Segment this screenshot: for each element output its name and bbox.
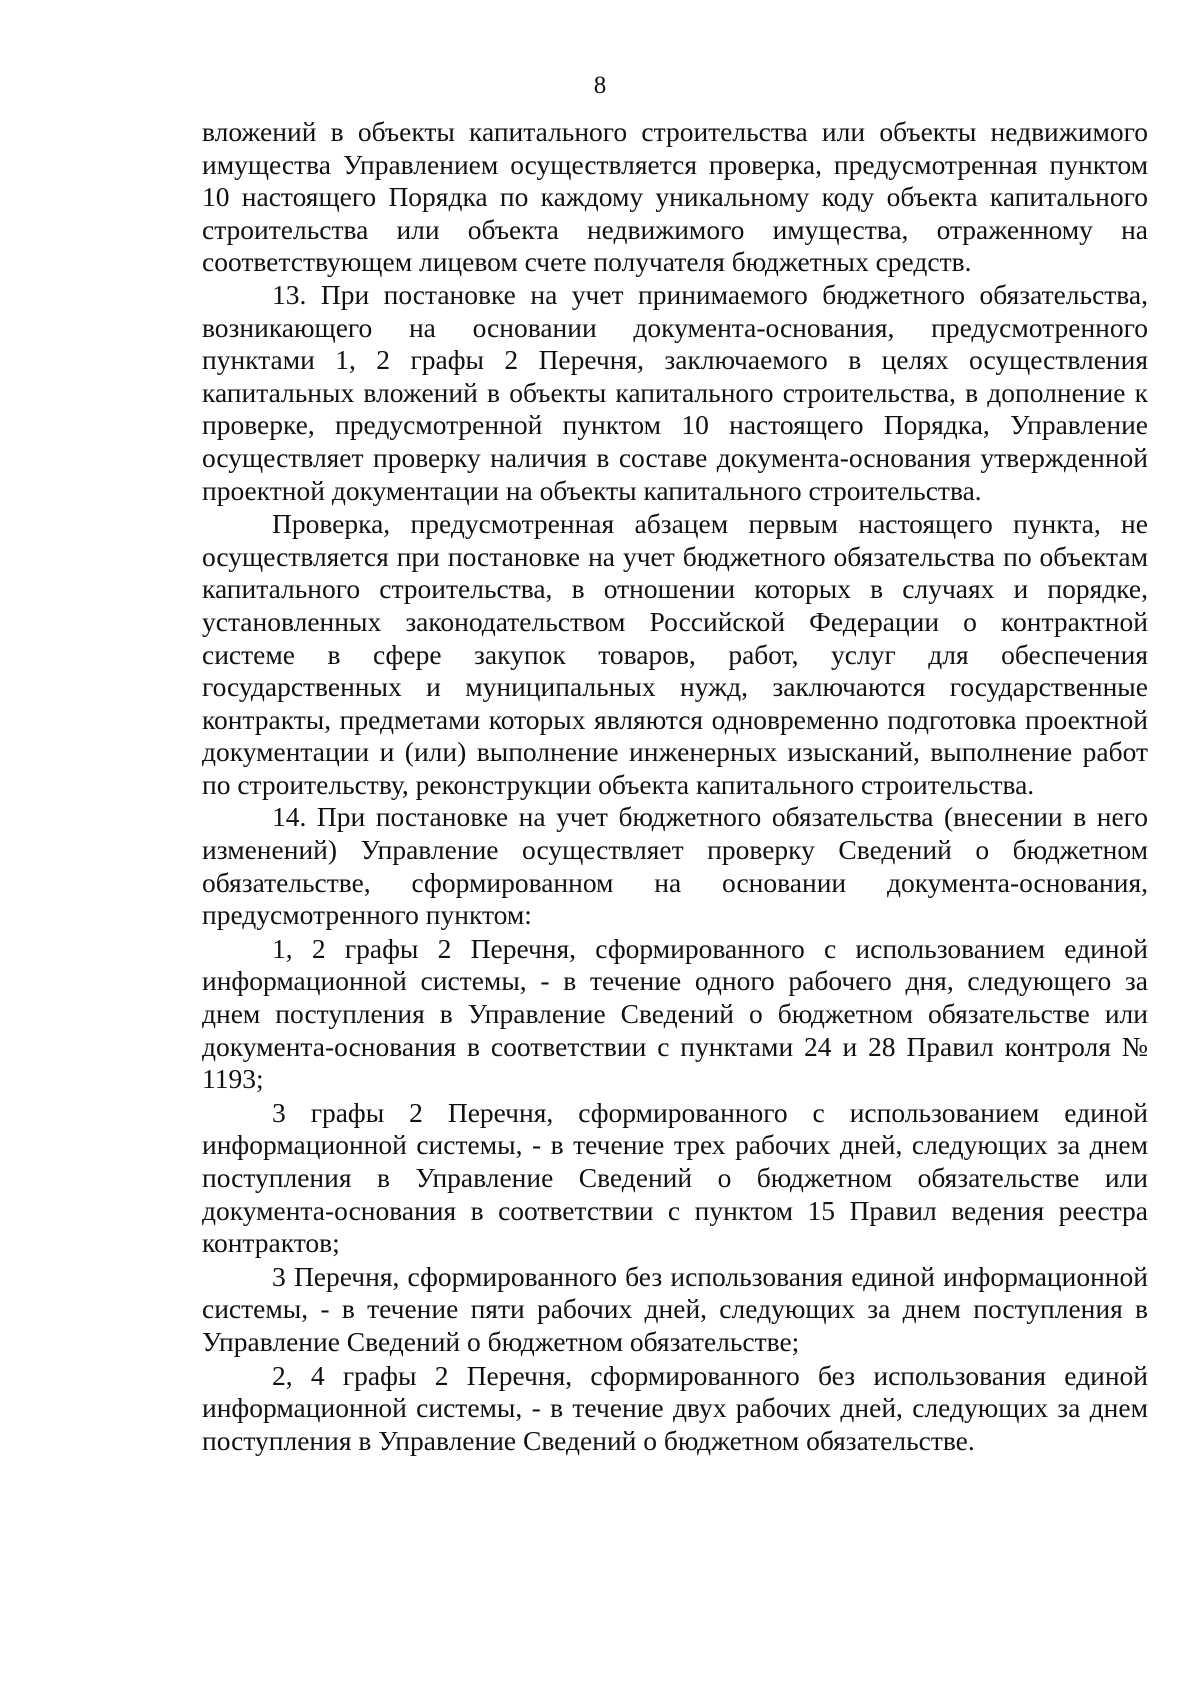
paragraph-item-14: 14. При постановке на учет бюджетного обязательства (внесении в него изменений) Управление осуществляет проверку Сведений о бюджетном обязательстве, сформированном на основании документа-основания, предусмотренного пунктом:: [202, 801, 1148, 931]
paragraph-item-14-sub-4: 2, 4 графы 2 Перечня, сформированного без использования единой информационной системы, - в течение двух рабочих дней, следующих за днем поступления в Управление Сведений о бюджетном обязательстве.: [202, 1359, 1148, 1456]
paragraph-item-14-sub-1: 1, 2 графы 2 Перечня, сформированного с использованием единой информационной системы, - в течение одного рабочего дня, следующего за днем поступления в Управление Сведений о бюджетном обязательстве или документа-основания в соответствии с пунктами 24 и 28 Правил контроля № 1193;: [202, 932, 1148, 1095]
paragraph-item-14-sub-3: 3 Перечня, сформированного без использования единой информационной системы, - в течение пяти рабочих дней, следующих за днем поступления в Управление Сведений о бюджетном обязательстве;: [202, 1260, 1148, 1357]
page-number: 8: [593, 72, 607, 99]
paragraph-item-13: 13. При постановке на учет принимаемого бюджетного обязательства, возникающего на основании документа-основания, предусмотренного пунктами 1, 2 графы 2 Перечня, заключаемого в целях осуществления капитальных вложений в объекты капитального строительства, в дополнение к проверке, предусмотренной пунктом 10 настоящего Порядка, Управление осуществляет проверку наличия в составе документа-основания утвержденной проектной документации на объекты капитального строительства.: [202, 278, 1148, 506]
paragraph-continuation: вложений в объекты капитального строительства или объекты недвижимого имущества Управлением осуществляется проверка, предусмотренная пунктом 10 настоящего Порядка по каждому уникальному коду объекта капитального строительства или объекта недвижимого имущества, отраженному на соответствующем лицевом счете получателя бюджетных средств.: [202, 116, 1148, 278]
paragraph-item-14-sub-2: 3 графы 2 Перечня, сформированного с использованием единой информационной системы, - в течение трех рабочих дней, следующих за днем поступления в Управление Сведений о бюджетном обязательстве или документа-основания в соответствии с пунктом 15 Правил ведения реестра контрактов;: [202, 1096, 1148, 1259]
paragraph-item-13-check: Проверка, предусмотренная абзацем первым настоящего пункта, не осуществляется при постановке на учет бюджетного обязательства по объектам капитального строительства, в отношении которых в случаях и порядке, установленных законодательством Российской Федерации о контрактной системе в сфере закупок товаров, работ, услуг для обеспечения государственных и муниципальных нужд, заключаются государственные контракты, предметами которых являются одновременно подготовка проектной документации и (или) выполнение инженерных изысканий, выполнение работ по строительству, реконструкции объекта капитального строительства.: [202, 508, 1148, 800]
document-body: [202, 116, 1148, 1457]
